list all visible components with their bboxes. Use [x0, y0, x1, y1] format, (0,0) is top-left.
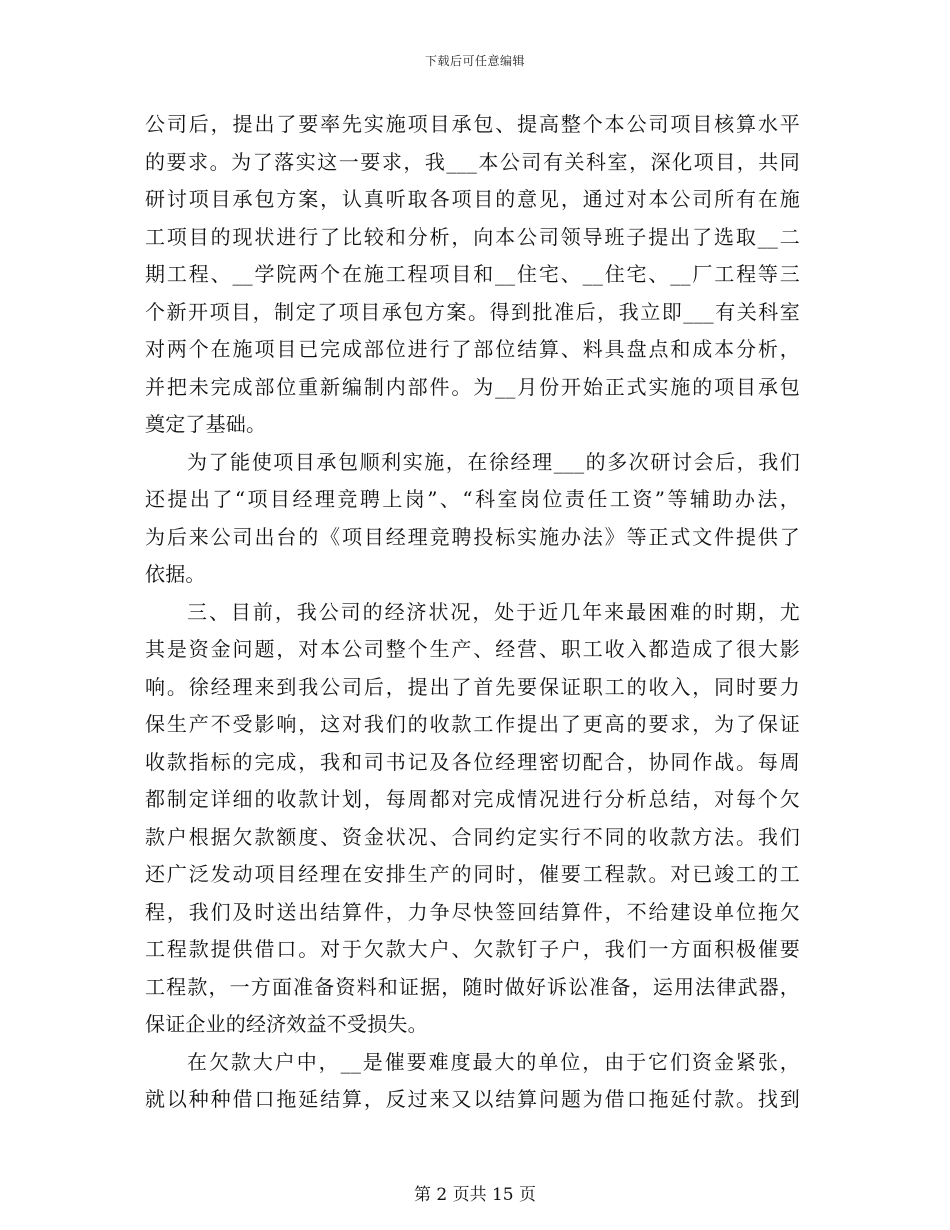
- text-line: 保证企业的经济效益不受损失。: [145, 1012, 428, 1036]
- page-number: 第 2 页共 15 页: [413, 1185, 537, 1205]
- text-line: 对两个在施项目已完成部位进行了部位结算、料具盘点和成本分析，: [145, 337, 800, 361]
- text-line: 都制定详细的收款计划，每周都对完成情况进行分析总结，对每个欠: [145, 787, 800, 811]
- paragraph: [145, 1044, 800, 1119]
- text-line: 三、目前，我公司的经济状况，处于近几年来最困难的时期，尤: [187, 599, 800, 624]
- document-body: [145, 106, 800, 1119]
- text-line: 就以种种借口拖延结算，反过来又以结算问题为借口拖延付款。找到: [145, 1087, 800, 1111]
- text-line: 并把未完成部位重新编制内部件。为__月份开始正式实施的项目承包: [145, 374, 800, 399]
- text-line: 期工程、__学院两个在施工程项目和__住宅、__住宅、__厂工程等三: [145, 262, 800, 286]
- text-line: 其是资金问题，对本公司整个生产、经营、职工收入都造成了很大影: [145, 637, 800, 661]
- text-line: 程，我们及时送出结算件，力争尽快签回结算件，不给建设单位拖欠: [145, 899, 800, 924]
- text-line: 还提出了“项目经理竞聘上岗”、“科室岗位责任工资”等辅助办法，: [145, 487, 800, 511]
- paragraph: [145, 106, 800, 444]
- text-line: 响。徐经理来到我公司后，提出了首先要保证职工的收入，同时要力: [145, 674, 800, 699]
- text-line: 工程款，一方面准备资料和证据，随时做好诉讼准备，运用法律武器，: [145, 974, 800, 999]
- text-line: 还广泛发动项目经理在安排生产的同时，催要工程款。对已竣工的工: [145, 862, 800, 886]
- text-line: 个新开项目，制定了项目承包方案。得到批准后，我立即___有关科室: [145, 299, 800, 324]
- paragraph: [145, 444, 800, 594]
- text-line: 在欠款大户中，__是催要难度最大的单位，由于它们资金紧张，: [187, 1049, 800, 1074]
- text-line: 工项目的现状进行了比较和分析，向本公司领导班子提出了选取__二: [145, 224, 800, 249]
- text-line: 工程款提供借口。对于欠款大户、欠款钉子户，我们一方面积极催要: [145, 937, 800, 961]
- text-line: 款户根据欠款额度、资金状况、合同约定实行不同的收款方法。我们: [145, 824, 800, 849]
- text-line: 奠定了基础。: [145, 412, 267, 436]
- text-line: 研讨项目承包方案，认真听取各项目的意见，通过对本公司所有在施: [145, 187, 800, 211]
- text-line: 收款指标的完成，我和司书记及各位经理密切配合，协同作战。每周: [145, 749, 800, 774]
- page-header: 下载后可任意编辑: [424, 54, 525, 68]
- text-line: 保生产不受影响，这对我们的收款工作提出了更高的要求，为了保证: [145, 712, 800, 736]
- text-line: 为后来公司出台的《项目经理竞聘投标实施办法》等正式文件提供了: [145, 524, 800, 549]
- paragraph: [145, 594, 800, 1044]
- text-line: 为了能使项目承包顺利实施，在徐经理___的多次研讨会后，我们: [187, 449, 800, 474]
- text-line: 依据。: [145, 562, 206, 586]
- text-line: 的要求。为了落实这一要求，我___本公司有关科室，深化项目，共同: [145, 149, 800, 174]
- text-line: 公司后，提出了要率先实施项目承包、提高整个本公司项目核算水平: [145, 112, 800, 136]
